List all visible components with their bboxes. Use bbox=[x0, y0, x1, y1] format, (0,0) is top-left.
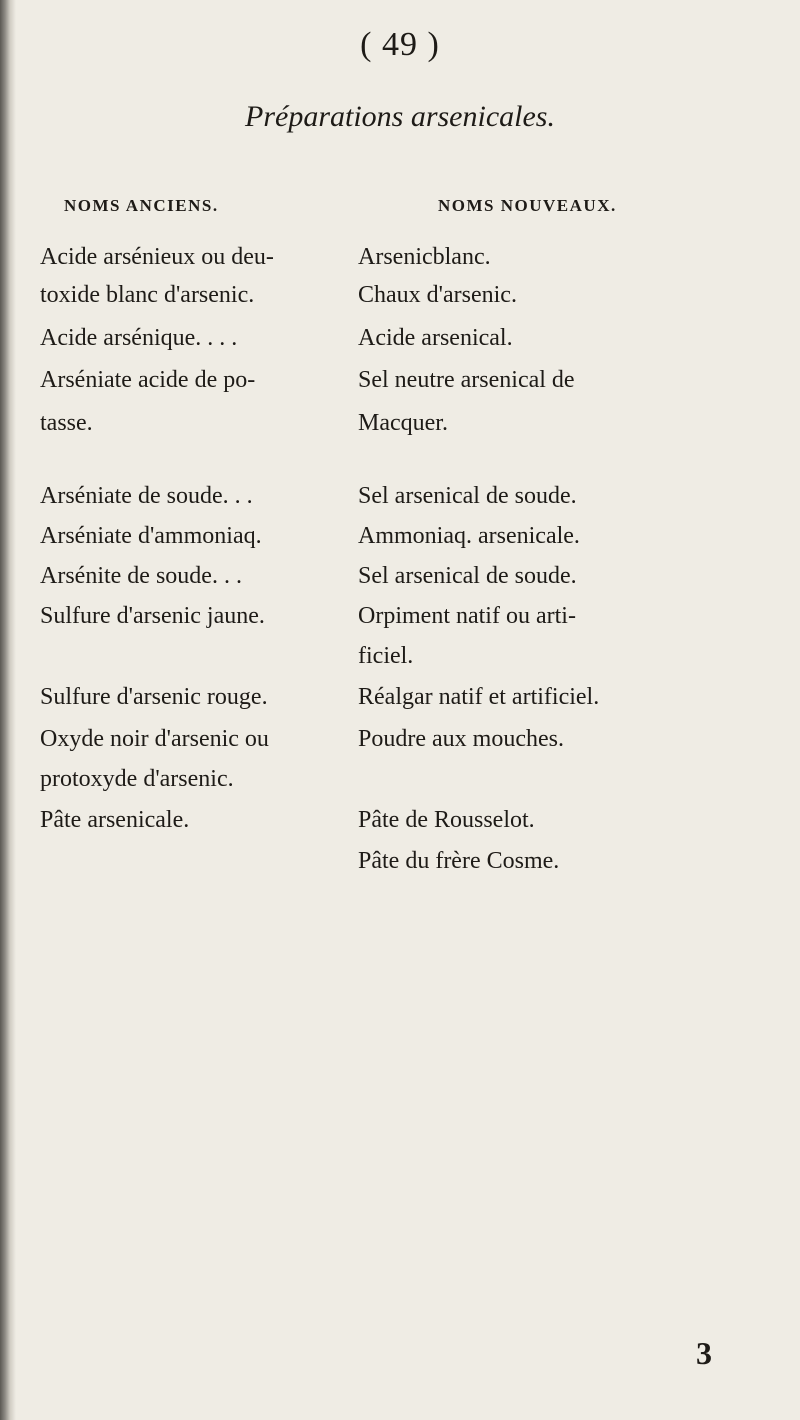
new-name-cell: Réalgar natif et artificiel. bbox=[358, 684, 600, 710]
signature-mark: 3 bbox=[696, 1335, 712, 1371]
old-name-cell: Sulfure d'arsenic jaune. bbox=[40, 603, 265, 629]
new-name-cell: Chaux d'arsenic. bbox=[358, 282, 517, 308]
new-name-cell: Ammoniaq. arsenicale. bbox=[358, 523, 580, 549]
new-name-cell: Pâte de Rousselot. bbox=[358, 807, 535, 833]
old-name-cell: Arséniate de soude. . . bbox=[40, 483, 253, 509]
old-name-cell: Acide arsénique. . . . bbox=[40, 325, 238, 351]
new-name-cell: Arsenicblanc. bbox=[358, 244, 491, 270]
new-name-cell: Sel arsenical de soude. bbox=[358, 563, 577, 589]
old-name-cell: toxide blanc d'arsenic. bbox=[40, 282, 255, 308]
new-name-cell: Poudre aux mouches. bbox=[358, 726, 564, 752]
new-name-cell: Macquer. bbox=[358, 410, 448, 436]
new-name-cell: Orpiment natif ou arti- bbox=[358, 603, 576, 629]
old-name-cell: Arséniate acide de po- bbox=[40, 367, 256, 393]
new-name-cell: Pâte du frère Cosme. bbox=[358, 848, 560, 874]
column-header-old-names: NOMS ANCIENS. bbox=[64, 196, 219, 215]
old-name-cell: tasse. bbox=[40, 410, 93, 436]
page-number: ( 49 ) bbox=[360, 26, 440, 63]
old-name-cell: Acide arsénieux ou deu- bbox=[40, 244, 274, 270]
old-name-cell: Oxyde noir d'arsenic ou bbox=[40, 726, 269, 752]
new-name-cell: Acide arsenical. bbox=[358, 325, 513, 351]
new-name-cell: ficiel. bbox=[358, 643, 414, 669]
old-name-cell: Arséniate d'ammoniaq. bbox=[40, 523, 262, 549]
old-name-cell: protoxyde d'arsenic. bbox=[40, 766, 234, 792]
new-name-cell: Sel neutre arsenical de bbox=[358, 367, 575, 393]
new-name-cell: Sel arsenical de soude. bbox=[358, 483, 577, 509]
page-title: Préparations arsenicales. bbox=[245, 100, 555, 133]
column-header-new-names: NOMS NOUVEAUX. bbox=[438, 196, 617, 215]
old-name-cell: Arsénite de soude. . . bbox=[40, 563, 242, 589]
old-name-cell: Sulfure d'arsenic rouge. bbox=[40, 684, 268, 710]
old-name-cell: Pâte arsenicale. bbox=[40, 807, 190, 833]
